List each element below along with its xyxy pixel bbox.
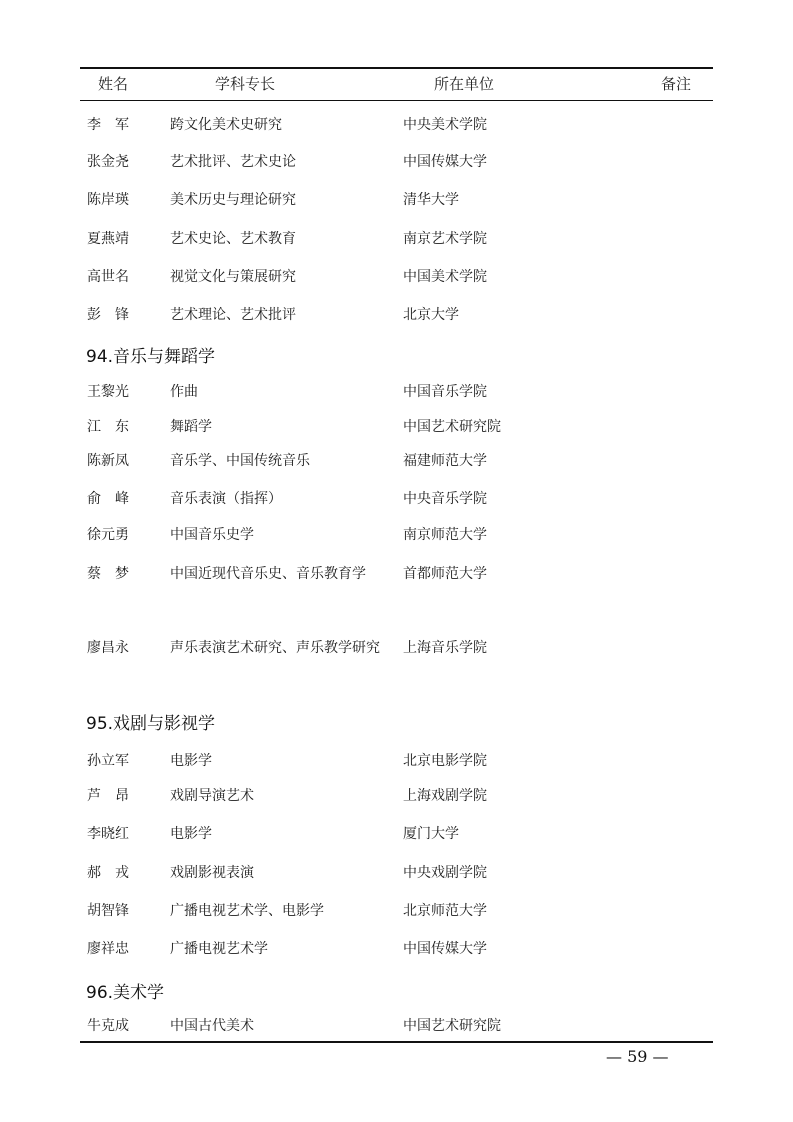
row-subject: 广播电视艺术学、电影学 [170,903,324,919]
row-name: 孙立军 [87,753,129,769]
row-subject: 艺术理论、艺术批评 [170,307,296,323]
row-subject: 视觉文化与策展研究 [170,269,296,285]
row-name: 江 东 [87,419,129,435]
row-name: 郝 戎 [87,865,129,881]
row-subject: 舞蹈学 [170,419,212,435]
row-subject: 中国古代美术 [170,1018,254,1034]
row-name: 李 军 [87,117,129,133]
row-unit: 厦门大学 [403,826,459,842]
section-heading-94: 94.音乐与舞蹈学 [86,347,216,367]
row-unit: 中国艺术研究院 [403,1018,501,1034]
row-subject: 跨文化美术史研究 [170,117,282,133]
row-unit: 中国音乐学院 [403,384,487,400]
row-subject: 广播电视艺术学 [170,941,268,957]
row-name: 芦 昂 [87,788,129,804]
row-name: 张金尧 [87,154,129,170]
section-heading-95: 95.戏剧与影视学 [86,714,216,734]
row-unit: 中央戏剧学院 [403,865,487,881]
row-name: 夏燕靖 [87,231,129,247]
row-unit: 福建师范大学 [403,453,487,469]
row-name: 蔡 梦 [87,566,129,582]
row-name: 廖昌永 [87,640,129,656]
page-number: — 59 — [606,1047,669,1066]
row-unit: 北京大学 [403,307,459,323]
row-unit: 中国艺术研究院 [403,419,501,435]
section-heading-96: 96.美术学 [86,983,165,1003]
row-unit: 清华大学 [403,192,459,208]
header-bottom-rule [80,100,713,101]
row-subject: 作曲 [170,384,198,400]
header-subject: 学科专长 [215,75,276,93]
row-subject: 音乐表演（指挥） [170,491,282,507]
row-name: 徐元勇 [87,527,129,543]
row-name: 王黎光 [87,384,129,400]
row-name: 李晓红 [87,826,129,842]
row-subject: 艺术批评、艺术史论 [170,154,296,170]
row-unit: 南京师范大学 [403,527,487,543]
row-name: 胡智锋 [87,903,129,919]
row-unit: 南京艺术学院 [403,231,487,247]
header-unit: 所在单位 [434,75,495,93]
table-bottom-rule [80,1041,713,1043]
header-name: 姓名 [98,75,129,93]
row-subject: 电影学 [170,826,212,842]
row-unit: 北京师范大学 [403,903,487,919]
row-subject: 戏剧导演艺术 [170,788,254,804]
row-name: 陈新凤 [87,453,129,469]
row-subject: 音乐学、中国传统音乐 [170,453,310,469]
row-subject: 电影学 [170,753,212,769]
row-subject: 中国近现代音乐史、音乐教育学 [170,566,366,582]
row-subject: 声乐表演艺术研究、声乐教学研究 [170,640,380,656]
row-name: 廖祥忠 [87,941,129,957]
header-note: 备注 [661,75,692,93]
row-unit: 首都师范大学 [403,566,487,582]
row-unit: 中国传媒大学 [403,154,487,170]
row-unit: 上海音乐学院 [403,640,487,656]
row-unit: 中国传媒大学 [403,941,487,957]
row-unit: 中央美术学院 [403,117,487,133]
row-name: 牛克成 [87,1018,129,1034]
row-unit: 北京电影学院 [403,753,487,769]
row-subject: 艺术史论、艺术教育 [170,231,296,247]
row-subject: 中国音乐史学 [170,527,254,543]
row-unit: 中央音乐学院 [403,491,487,507]
row-name: 俞 峰 [87,491,129,507]
row-subject: 美术历史与理论研究 [170,192,296,208]
row-name: 陈岸瑛 [87,192,129,208]
row-unit: 中国美术学院 [403,269,487,285]
row-unit: 上海戏剧学院 [403,788,487,804]
row-name: 彭 锋 [87,307,129,323]
row-name: 高世名 [87,269,129,285]
table-top-rule [80,67,713,69]
row-subject: 戏剧影视表演 [170,865,254,881]
